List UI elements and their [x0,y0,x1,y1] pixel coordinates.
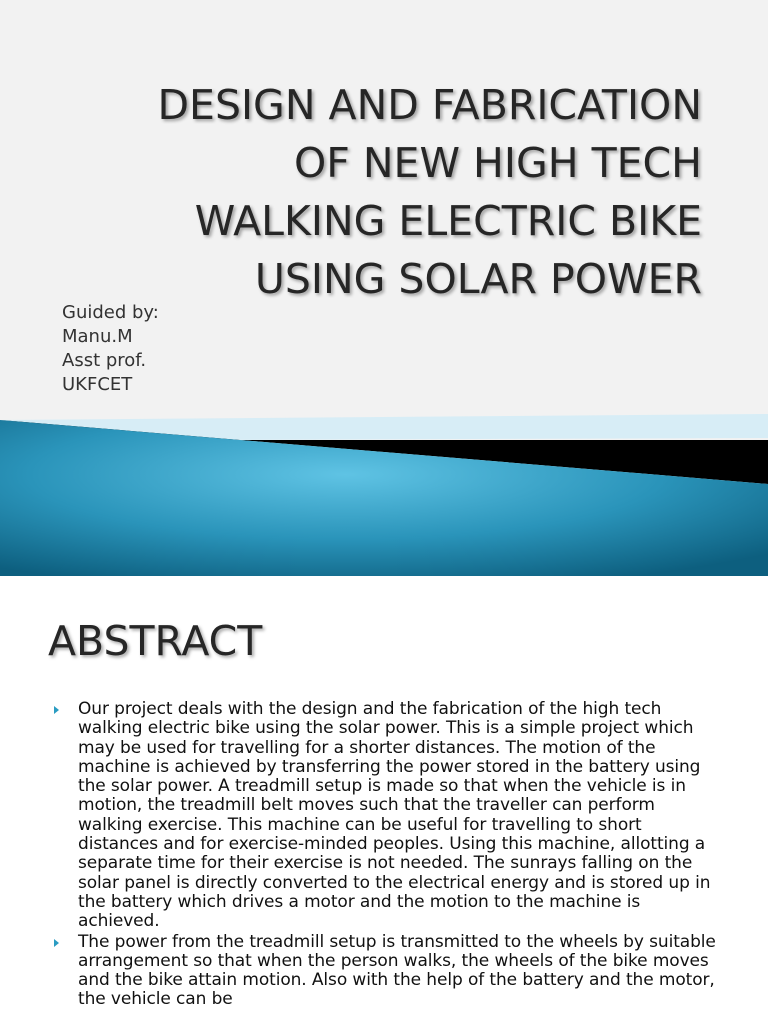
abstract-slide [0,576,768,1024]
bullet-item [54,933,720,1010]
abstract-heading: ABSTRACT [48,617,263,665]
slide-title: DESIGN AND FABRICATION OF NEW HIGH TECH WALKING ELECTRIC BIKE USING SOLAR POWER [157,81,702,303]
bullet-text: The power from the treadmill setup is transmitted to the wheels by suitable arrangement so that when the person walks, the wheels of the bike moves and the bike attain motion. Also with the help of the battery and the motor, the vehicle can be [78,931,716,1010]
decorative-swoosh [0,400,768,576]
guide-info: Guided by: Manu.M Asst prof. UKFCET [62,302,159,395]
bullet-text: Our project deals with the design and the fabrication of the high tech walking electric bike using the solar power. This is a simple project which may be used for travelling for a shorter distances. The motion of the machine is achieved by transferring the power stored in the battery using the solar power. A treadmill setup is made so that when the vehicle is in motion, the treadmill belt moves such that the traveller can perform walking exercise. This machine can be useful for travelling to short distances and for exercise-minded peoples. Using this machine, allotting a separate time for their exercise is not needed. The sunrays falling on the solar panel is directly converted to the electrical energy and is stored up in the battery which drives a motor and the motion to the machine is achieved. [78,699,711,932]
bullet-arrow-icon [54,706,59,714]
bullet-arrow-icon [54,939,59,947]
abstract-bullet-list [54,700,720,1011]
bullet-item [54,700,720,932]
